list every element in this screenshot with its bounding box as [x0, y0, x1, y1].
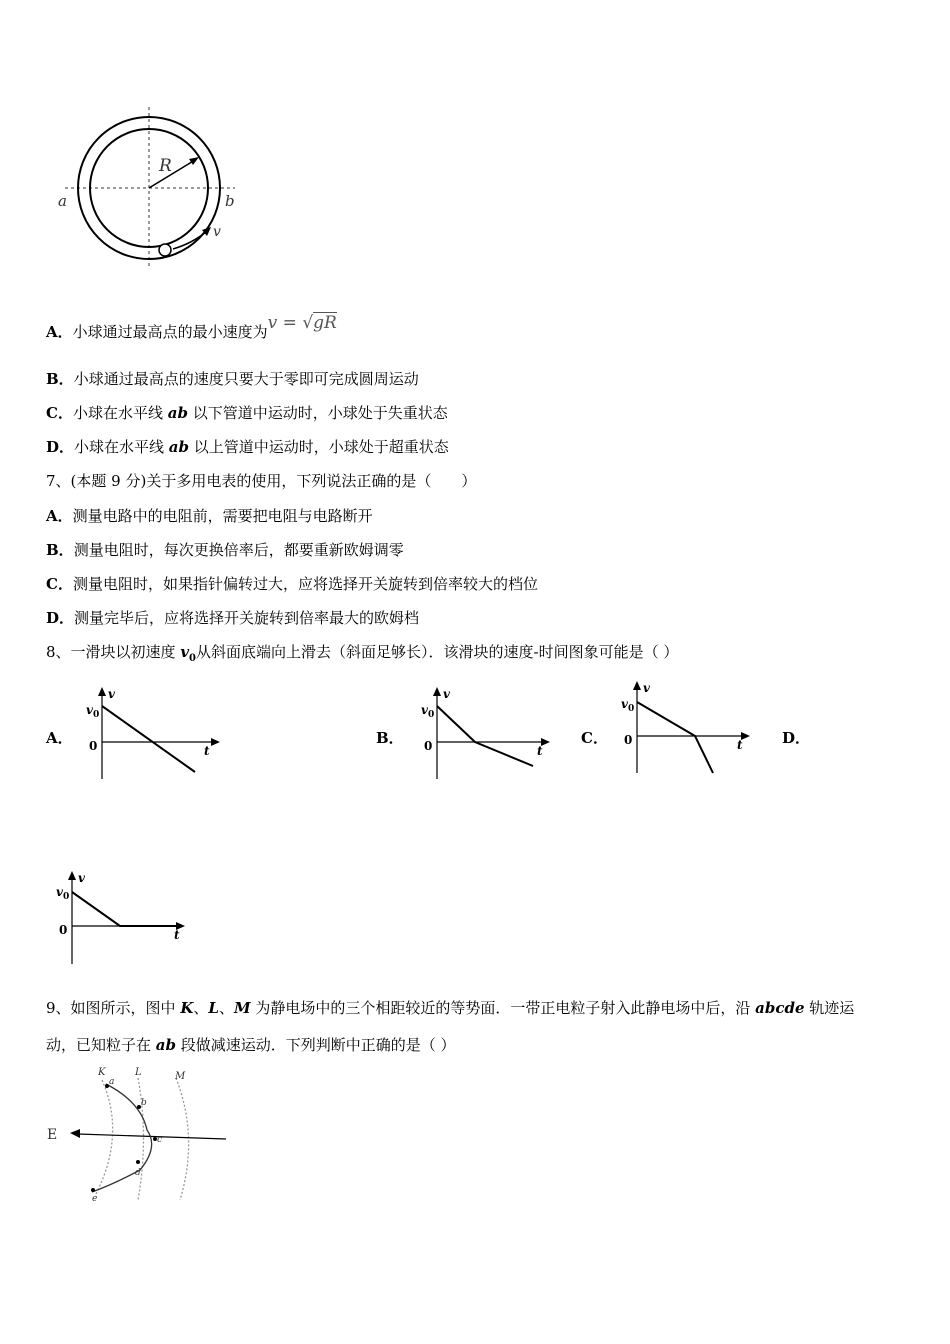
svg-text:K: K	[98, 1067, 106, 1078]
svg-text:M: M	[175, 1071, 186, 1082]
label-v: v	[213, 224, 221, 240]
svg-text:0: 0	[628, 704, 635, 714]
equipotential-figure	[44, 1062, 244, 1207]
svg-text:t: t	[204, 744, 210, 758]
q9-stem-line1: 9、如图所示，图中 K、L、M 为静电场中的三个相距较近的等势面．一带正电粒子射入此静电场中后，沿 abcde 轨迹运	[46, 999, 855, 1017]
q7-stem: 7、(本题 9 分)关于多用电表的使用，下列说法正确的是（ ）	[46, 472, 477, 490]
graph-a-line	[102, 706, 195, 772]
svg-text:c: c	[157, 1135, 163, 1145]
svg-text:a: a	[109, 1077, 115, 1087]
svg-text:d: d	[135, 1168, 141, 1178]
graph-c-line	[637, 702, 713, 773]
svg-text:v: v	[421, 703, 428, 717]
formula-v-sqrt-gR: v = √gR	[267, 313, 337, 333]
svg-text:v: v	[443, 687, 450, 701]
svg-text:v: v	[621, 697, 628, 711]
graph-b-line	[437, 706, 533, 766]
graph-d-line	[72, 892, 180, 926]
q7-option-a: A．测量电路中的电阻前，需要把电阻与电路断开	[46, 507, 373, 525]
vt-graph-b	[415, 684, 565, 784]
svg-text:t: t	[174, 928, 180, 942]
svg-text:v: v	[643, 681, 650, 695]
svg-text:0: 0	[63, 892, 70, 902]
svg-text:t: t	[737, 738, 743, 752]
q8-option-c-label: C．	[581, 729, 608, 747]
radius-arrowhead	[189, 157, 199, 165]
svg-text:E: E	[47, 1127, 58, 1143]
point-e	[91, 1188, 95, 1192]
q7-option-d: D．测量完毕后，应将选择开关旋转到倍率最大的欧姆档	[46, 609, 420, 627]
vt-graph-a	[80, 684, 230, 784]
q6-option-b: B．小球通过最高点的速度只要大于零即可完成圆周运动	[46, 370, 419, 388]
q6-option-a: A．小球通过最高点的最小速度为v = √gR	[46, 313, 337, 341]
svg-text:v: v	[108, 687, 115, 701]
q8-option-a-label: A．	[46, 729, 73, 747]
svg-text:t: t	[537, 744, 543, 758]
q7-option-c: C．测量电阻时，如果指针偏转过大，应将选择开关旋转到倍率较大的档位	[46, 575, 538, 593]
q6-option-d: D．小球在水平线 ab 以上管道中运动时，小球处于超重状态	[46, 438, 449, 456]
surface-K	[96, 1080, 113, 1194]
svg-text:v: v	[56, 885, 63, 899]
svg-text:v: v	[78, 871, 85, 885]
svg-text:b: b	[141, 1098, 147, 1108]
surface-L	[138, 1078, 144, 1200]
label-a: a	[58, 192, 67, 210]
q7-option-b: B．测量电阻时，每次更换倍率后，都要重新欧姆调零	[46, 541, 404, 559]
vt-graph-c	[615, 678, 765, 778]
q8-option-d-label: D．	[782, 729, 811, 747]
svg-text:v: v	[86, 703, 93, 717]
svg-text:L: L	[135, 1067, 142, 1078]
svg-text:0: 0	[624, 733, 633, 747]
field-line	[78, 1134, 226, 1139]
q6-option-c: C．小球在水平线 ab 以下管道中运动时，小球处于失重状态	[46, 404, 448, 422]
ball	[159, 244, 171, 256]
label-R: R	[159, 156, 172, 176]
svg-text:0: 0	[59, 923, 68, 937]
svg-text:0: 0	[93, 710, 100, 720]
q8-stem: 8、一滑块以初速度 $v_0$从斜面底端向上滑去（斜面足够长）．该滑块的速度-时间图象可能是（ ）	[46, 643, 679, 664]
surface-M	[176, 1078, 189, 1200]
q8-option-b-label: B．	[376, 729, 404, 747]
q9-stem-line2: 动，已知粒子在 ab 段做减速运动．下列判断中正确的是（ ）	[46, 1036, 456, 1054]
point-d	[136, 1160, 140, 1164]
svg-text:0: 0	[89, 739, 98, 753]
svg-text:0: 0	[428, 710, 435, 720]
svg-text:e: e	[92, 1194, 98, 1204]
circular-tube-figure	[55, 105, 245, 270]
label-b: b	[225, 192, 235, 210]
svg-text:0: 0	[424, 739, 433, 753]
radius-arrow	[149, 160, 195, 188]
vt-graph-d	[50, 868, 200, 968]
field-arrowhead	[70, 1129, 80, 1138]
